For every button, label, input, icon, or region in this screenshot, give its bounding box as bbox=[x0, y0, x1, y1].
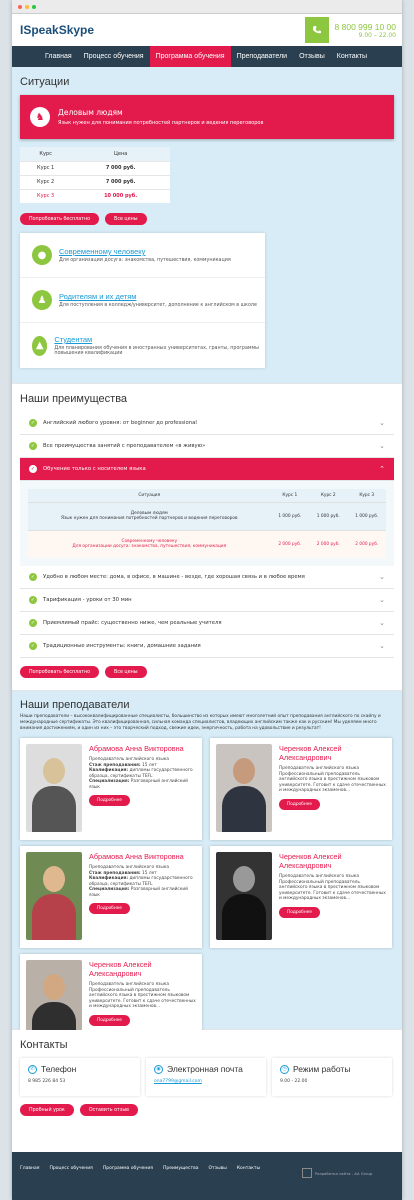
advantage-label: Английский любого уровня: от beginner до professional bbox=[43, 420, 197, 426]
teacher-card bbox=[210, 738, 392, 840]
check-icon: ✓ bbox=[30, 420, 36, 426]
situation-banner[interactable] bbox=[20, 95, 394, 139]
phone-icon bbox=[312, 25, 322, 35]
situation-card[interactable] bbox=[20, 323, 265, 368]
phone-icon: ✆ bbox=[28, 1065, 37, 1074]
situation-card[interactable] bbox=[20, 278, 265, 323]
contact-label: Электронная почта bbox=[167, 1064, 243, 1074]
contact-hours: 9.00 - 22.00 bbox=[280, 1079, 308, 1084]
teachers-intro: Наши преподаватели – высококвалифицированные специалисты, большинство из которых имеют многолетний опыт преподавания английского по скайпу и международные сертификаты. Это квалифицированная, сильная команда специалистов, владеющих английским также как и русским! Мы уделяем много внимания достижениям, и один из них – это творческий подход, свежие идеи, энергичность, работа на удовольствие и результат! bbox=[20, 714, 381, 731]
advantage-item[interactable] bbox=[20, 589, 394, 612]
chevron-up-icon: ⌃ bbox=[379, 465, 385, 473]
advantage-panel bbox=[20, 481, 394, 566]
logo[interactable]: ISpeakSkype bbox=[20, 23, 95, 37]
all-prices-button[interactable]: Все цены bbox=[105, 666, 147, 678]
contact-label: Режим работы bbox=[293, 1064, 351, 1074]
teacher-bio: Профессиональный преподаватель английского языка в престижном языковом университете. Готовит к сдаче отечественных и международных экзаменов... bbox=[279, 879, 386, 901]
close-dot[interactable] bbox=[18, 5, 22, 9]
nav-process[interactable]: Процесс обучения bbox=[83, 53, 144, 60]
developer-credit[interactable]: Разработка сайта - AA Group bbox=[302, 1168, 372, 1178]
col-header: Курс 3 bbox=[348, 489, 387, 502]
advantages-section bbox=[12, 384, 402, 690]
check-icon: ✓ bbox=[30, 643, 36, 649]
maximize-dot[interactable] bbox=[32, 5, 36, 9]
chevron-down-icon: ⌄ bbox=[379, 619, 385, 627]
col-header: Курс 1 bbox=[271, 489, 309, 502]
teacher-photo bbox=[216, 744, 272, 832]
contacts-section bbox=[12, 1030, 402, 1150]
teacher-card bbox=[210, 846, 392, 948]
price-table bbox=[20, 147, 170, 203]
price-value: 7 000 руб. bbox=[71, 161, 170, 175]
phone-number[interactable]: 8 800 999 10 00 bbox=[334, 21, 396, 32]
teacher-role: Преподаватель английского языка bbox=[89, 757, 169, 762]
chevron-down-icon: ⌄ bbox=[379, 573, 385, 581]
advantage-label: Обучение только с носителем языка bbox=[43, 466, 146, 472]
advantage-label: Традиционные инструменты: книги, домашние задания bbox=[43, 643, 201, 649]
leave-review-button[interactable]: Оставить отзыв bbox=[80, 1104, 138, 1116]
advantage-item[interactable] bbox=[20, 612, 394, 635]
all-prices-button[interactable]: Все цены bbox=[105, 213, 147, 225]
trial-lesson-button[interactable]: Пробный урок bbox=[20, 1104, 74, 1116]
advantage-item-open[interactable] bbox=[20, 458, 394, 481]
contact-label: Телефон bbox=[41, 1064, 77, 1074]
teacher-card: Абрамова Анна Викторовна Преподаватель английского языка Стаж преподавания: 15 лет Квалификация: дипломы государственного образца, сертификаты TEFL Специализация: Разговорный английский язык Подробнее bbox=[20, 846, 202, 948]
phone-call-button[interactable] bbox=[305, 17, 329, 43]
teacher-role: Преподаватель английского языка bbox=[89, 982, 169, 987]
nav-contacts[interactable]: Контакты bbox=[336, 53, 367, 60]
teachers-title: Наши преподаватели bbox=[20, 699, 130, 711]
chevron-down-icon: ⌄ bbox=[379, 642, 385, 650]
check-icon: ✓ bbox=[30, 466, 36, 472]
advantage-item[interactable] bbox=[20, 412, 394, 435]
business-icon: ♞ bbox=[30, 107, 50, 127]
chevron-down-icon: ⌄ bbox=[379, 419, 385, 427]
footer-nav-home[interactable]: Главная bbox=[20, 1166, 40, 1171]
teacher-role: Преподаватель английского языка bbox=[279, 766, 359, 771]
situation-cell: Современному человеку Для организации досуга: знакомства, путешествия, коммуникация bbox=[28, 530, 271, 558]
teacher-photo bbox=[216, 852, 272, 940]
family-icon: ♟ bbox=[32, 290, 52, 310]
teacher-card: Абрамова Анна Викторовна Преподаватель английского языка Стаж преподавания: 15 лет Квалификация: дипломы государственного образца, сертификаты TEFL Специализация: Разговорный английский язык Подробнее bbox=[20, 738, 202, 840]
teacher-name: Черенков Алексей Александрович bbox=[89, 960, 152, 978]
advantage-label: Удобно в любом месте: дома, в офисе, в машине - везде, где хорошая связь и в любое время bbox=[43, 574, 305, 580]
nav-reviews[interactable]: Отзывы bbox=[299, 53, 325, 60]
eye-icon: ◉ bbox=[154, 1065, 163, 1074]
price-col-price: Цена bbox=[71, 147, 170, 161]
teachers-grid bbox=[20, 738, 394, 1056]
advantages-title: Наши преимущества bbox=[20, 393, 128, 405]
developer-logo-icon bbox=[302, 1168, 312, 1178]
teacher-bio: Профессиональный преподаватель английского языка в престижном языковом университете. Готовит к сдаче отечественных и международных экзаменов... bbox=[89, 987, 196, 1009]
card-title[interactable]: Родителям и их детям bbox=[59, 292, 137, 301]
teacher-role: Преподаватель английского языка bbox=[279, 874, 359, 879]
more-button[interactable]: Подробнее bbox=[279, 907, 320, 918]
advantage-item[interactable] bbox=[20, 635, 394, 658]
contact-email[interactable]: ona7799@gmail.com bbox=[154, 1079, 202, 1084]
teacher-photo bbox=[26, 744, 82, 832]
more-button[interactable]: Подробнее bbox=[279, 799, 320, 810]
more-button[interactable]: Подробнее bbox=[89, 1015, 130, 1026]
contact-email-card bbox=[146, 1058, 266, 1096]
teacher-bio: Профессиональный преподаватель английского языка в престижном языковом университете. Готовит к сдаче отечественных и международных экзаменов... bbox=[279, 771, 386, 793]
clock-icon: ◷ bbox=[280, 1065, 289, 1074]
price-cell: 1 000 руб. bbox=[309, 502, 347, 530]
window-chrome bbox=[12, 0, 402, 14]
footer-nav-reviews[interactable]: Отзывы bbox=[208, 1166, 227, 1171]
advantage-item[interactable] bbox=[20, 566, 394, 589]
contact-phone-card bbox=[20, 1058, 140, 1096]
course-price-table bbox=[28, 489, 386, 558]
situations-section bbox=[12, 67, 402, 383]
nav-teachers[interactable]: Преподаватели bbox=[236, 53, 288, 60]
check-icon: ✓ bbox=[30, 574, 36, 580]
banner-title: Деловым людям bbox=[58, 108, 123, 117]
card-desc: Для организации досуга: знакомства, путешествия, коммуникация bbox=[59, 258, 231, 263]
check-icon: ✓ bbox=[30, 597, 36, 603]
teachers-section bbox=[12, 691, 402, 1029]
call-box bbox=[305, 17, 402, 43]
price-cell: 1 000 руб. bbox=[271, 502, 309, 530]
work-hours: 9.00 – 22.00 bbox=[358, 31, 396, 39]
card-title[interactable]: Студентам bbox=[54, 335, 93, 344]
footer-nav-advantages[interactable]: Преимущества bbox=[163, 1166, 199, 1171]
teacher-name: Черенков Алексей Александрович bbox=[279, 744, 342, 762]
contact-phone[interactable]: 8 985 226 84 53 bbox=[28, 1079, 66, 1084]
footer-nav-program[interactable]: Программа обучения bbox=[102, 1166, 153, 1171]
nav-home[interactable]: Главная bbox=[45, 53, 72, 60]
chevron-down-icon: ⌄ bbox=[379, 596, 385, 604]
more-button[interactable]: Подробнее bbox=[89, 795, 130, 806]
price-cell: 2 000 руб. bbox=[271, 530, 309, 558]
price-col-course: Курс bbox=[20, 147, 71, 161]
price-cell: 1 000 руб. bbox=[348, 502, 387, 530]
advantage-label: Тарификация - уроки от 30 мин bbox=[43, 597, 132, 603]
card-desc: Для поступления в колледж/университет, дополнение к английском в школе bbox=[59, 303, 257, 308]
page-frame bbox=[12, 0, 402, 1200]
check-icon: ✓ bbox=[30, 443, 36, 449]
footer-nav-contacts[interactable]: Контакты bbox=[236, 1166, 261, 1171]
try-free-button[interactable]: Попробовать бесплатно bbox=[20, 666, 99, 678]
banner-desc: Язык нужен для понимания потребностей партнеров и ведения переговоров bbox=[58, 120, 264, 126]
price-cell: 2 000 руб. bbox=[309, 530, 347, 558]
site-header bbox=[12, 14, 402, 46]
price-value: 7 000 руб. bbox=[71, 175, 170, 189]
col-header: Курс 2 bbox=[309, 489, 347, 502]
situation-cell: Деловым людям Язык нужен для понимания потребностей партнеров и ведения переговоров bbox=[28, 502, 271, 530]
price-cell: 2 000 руб. bbox=[348, 530, 387, 558]
price-value: 10 000 руб. bbox=[71, 189, 170, 203]
more-button[interactable]: Подробнее bbox=[89, 903, 130, 914]
advantage-label: Приемлимый прайс: существенно ниже, чем реальные учителя bbox=[43, 620, 222, 626]
minimize-dot[interactable] bbox=[25, 5, 29, 9]
footer-nav-process[interactable]: Процесс обучения bbox=[49, 1166, 93, 1171]
teacher-name: Абрамова Анна Викторовна bbox=[89, 744, 184, 753]
card-desc: Для планирования обучения в иностранных университетах, гранты, программы повышения квалификации bbox=[54, 346, 259, 356]
teacher-role: Преподаватель английского языка bbox=[89, 865, 169, 870]
teacher-name: Черенков Алексей Александрович bbox=[279, 852, 342, 870]
price-course: Курс 2 bbox=[20, 175, 71, 189]
contact-hours-card bbox=[272, 1058, 392, 1096]
teacher-name: Абрамова Анна Викторовна bbox=[89, 852, 184, 861]
check-icon: ✓ bbox=[30, 620, 36, 626]
situations-title: Ситуации bbox=[20, 76, 70, 88]
main-nav bbox=[12, 46, 402, 67]
situation-card[interactable] bbox=[20, 233, 265, 278]
phone-block bbox=[329, 22, 402, 39]
person-icon: ● bbox=[32, 245, 52, 265]
site-footer bbox=[12, 1152, 402, 1200]
situation-cards bbox=[20, 233, 265, 368]
chevron-down-icon: ⌄ bbox=[379, 442, 385, 450]
contacts-title: Контакты bbox=[20, 1039, 68, 1051]
nav-program[interactable]: Программа обучения bbox=[150, 46, 231, 67]
teacher-photo bbox=[26, 852, 82, 940]
price-course: Курс 3 bbox=[20, 189, 71, 203]
col-header: Ситуация bbox=[28, 489, 271, 502]
advantage-item[interactable] bbox=[20, 435, 394, 458]
card-title[interactable]: Современному человеку bbox=[59, 247, 146, 256]
advantage-label: Все преимущества занятий с преподавателем «в живую» bbox=[43, 443, 206, 449]
price-course: Курс 1 bbox=[20, 161, 71, 175]
try-free-button[interactable]: Попробовать бесплатно bbox=[20, 213, 99, 225]
graduation-cap-icon: ▲ bbox=[32, 336, 47, 356]
